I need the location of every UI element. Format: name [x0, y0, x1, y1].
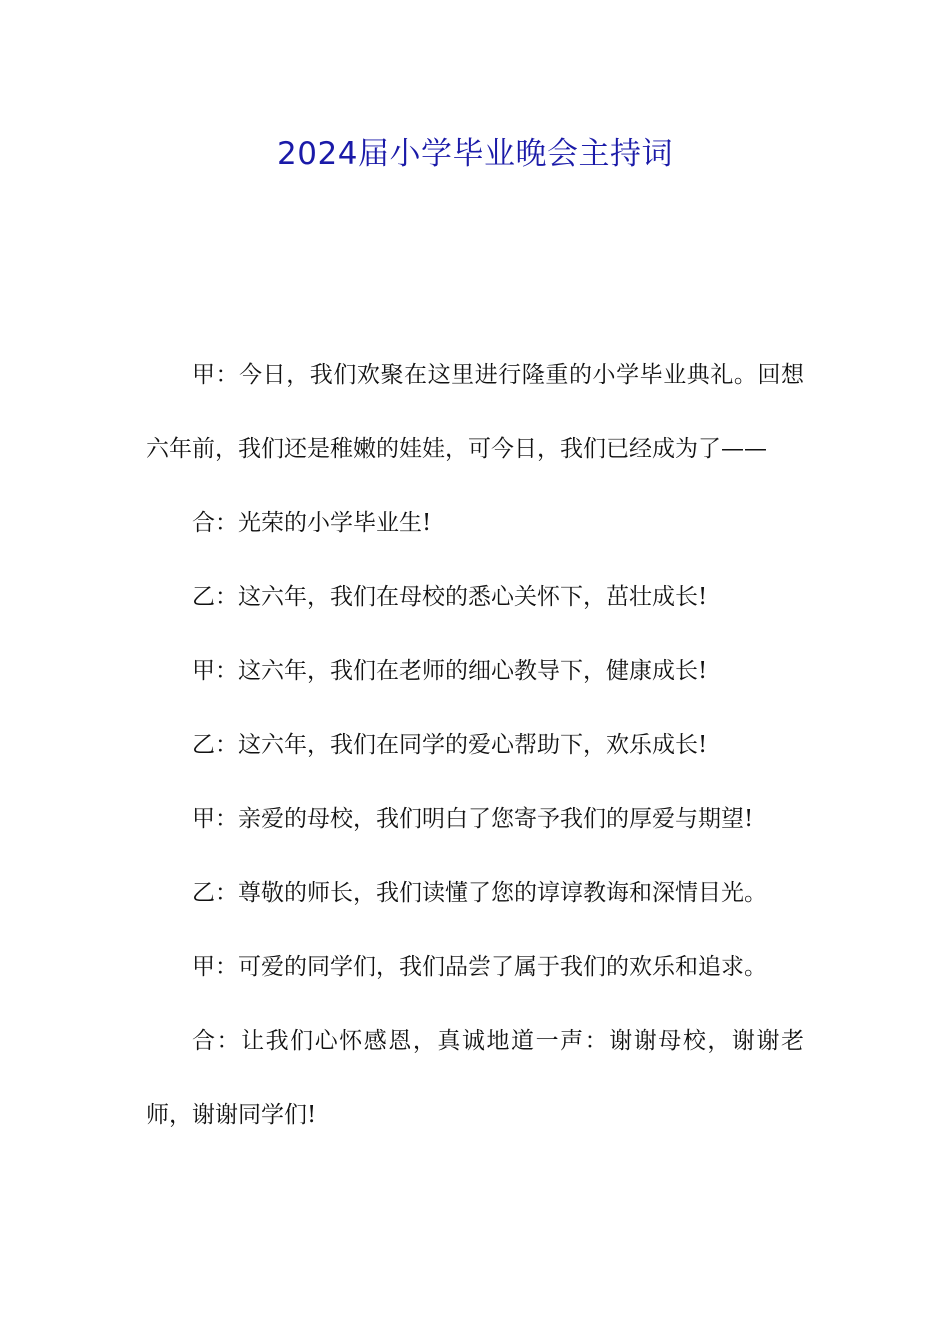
- paragraph-9: 合：让我们心怀感恩，真诚地道一声：谢谢母校，谢谢老师，谢谢同学们!: [146, 1028, 804, 1128]
- paragraph-1: 甲：今日，我们欢聚在这里进行隆重的小学毕业典礼。回想六年前，我们还是稚嫩的娃娃，可今日，我们已经成为了——: [146, 362, 804, 462]
- paragraph-6: 甲：亲爱的母校，我们明白了您寄予我们的厚爱与期望!: [192, 806, 754, 832]
- paragraph-7: 乙：尊敬的师长，我们读懂了您的谆谆教诲和深情目光。: [192, 880, 767, 906]
- paragraph-2: 合：光荣的小学毕业生!: [192, 510, 432, 536]
- paragraph-3: 乙：这六年，我们在母校的悉心关怀下，茁壮成长!: [192, 584, 708, 610]
- paragraph-8: 甲：可爱的同学们，我们品尝了属于我们的欢乐和追求。: [192, 954, 767, 980]
- paragraph-4: 甲：这六年，我们在老师的细心教导下，健康成长!: [192, 658, 708, 684]
- paragraph-5: 乙：这六年，我们在同学的爱心帮助下，欢乐成长!: [192, 732, 708, 758]
- document-title: 2024届小学毕业晚会主持词: [277, 136, 673, 172]
- document-body: [146, 338, 804, 1152]
